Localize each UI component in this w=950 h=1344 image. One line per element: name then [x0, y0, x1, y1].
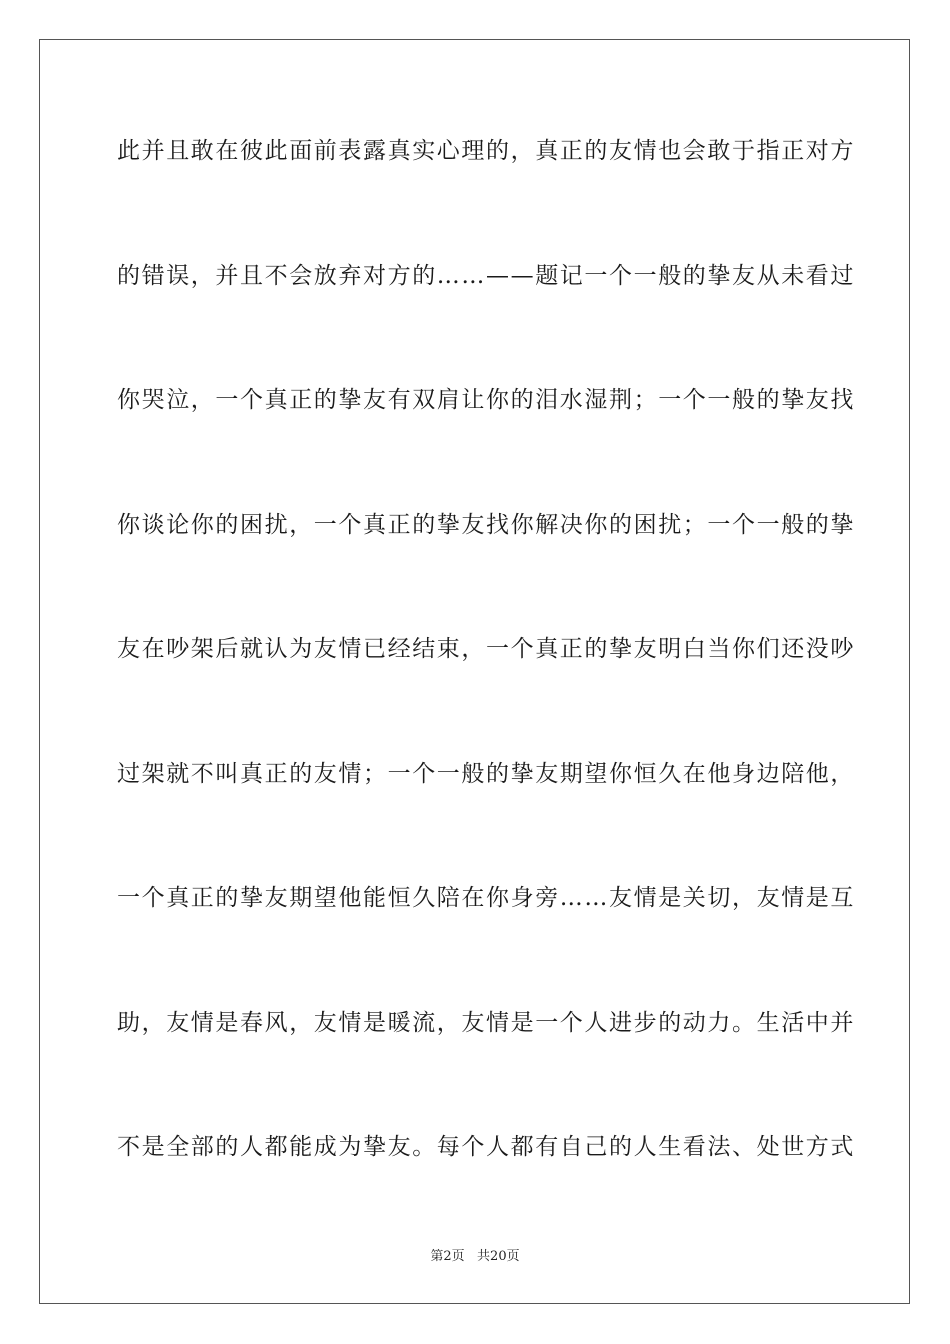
text-line: 不是全部的人都能成为挚友。每个人都有自己的人生看法、处世方式: [117, 1134, 855, 1160]
text-line: 一个真正的挚友期望他能恒久陪在你身旁……友情是关切，友情是互: [117, 885, 855, 911]
body-text: [117, 128, 855, 1249]
text-line: 友在吵架后就认为友情已经结束，一个真正的挚友明白当你们还没吵: [117, 636, 855, 662]
text-line: 此并且敢在彼此面前表露真实心理的，真正的友情也会敢于指正对方: [117, 138, 855, 164]
text-line: 助，友情是春风，友情是暖流，友情是一个人进步的动力。生活中并: [117, 1009, 855, 1036]
text-line: 你哭泣，一个真正的挚友有双肩让你的泪水湿荆；一个一般的挚友找: [117, 387, 855, 413]
text-line: 你谈论你的困扰，一个真正的挚友找你解决你的困扰；一个一般的挚: [117, 511, 855, 538]
text-line: 的错误，并且不会放弃对方的……——题记一个一般的挚友从未看过: [117, 262, 855, 289]
text-line: 过架就不叫真正的友情；一个一般的挚友期望你恒久在他身边陪他，: [117, 760, 855, 787]
page-number-footer: 第2页 共20页: [430, 1249, 520, 1264]
